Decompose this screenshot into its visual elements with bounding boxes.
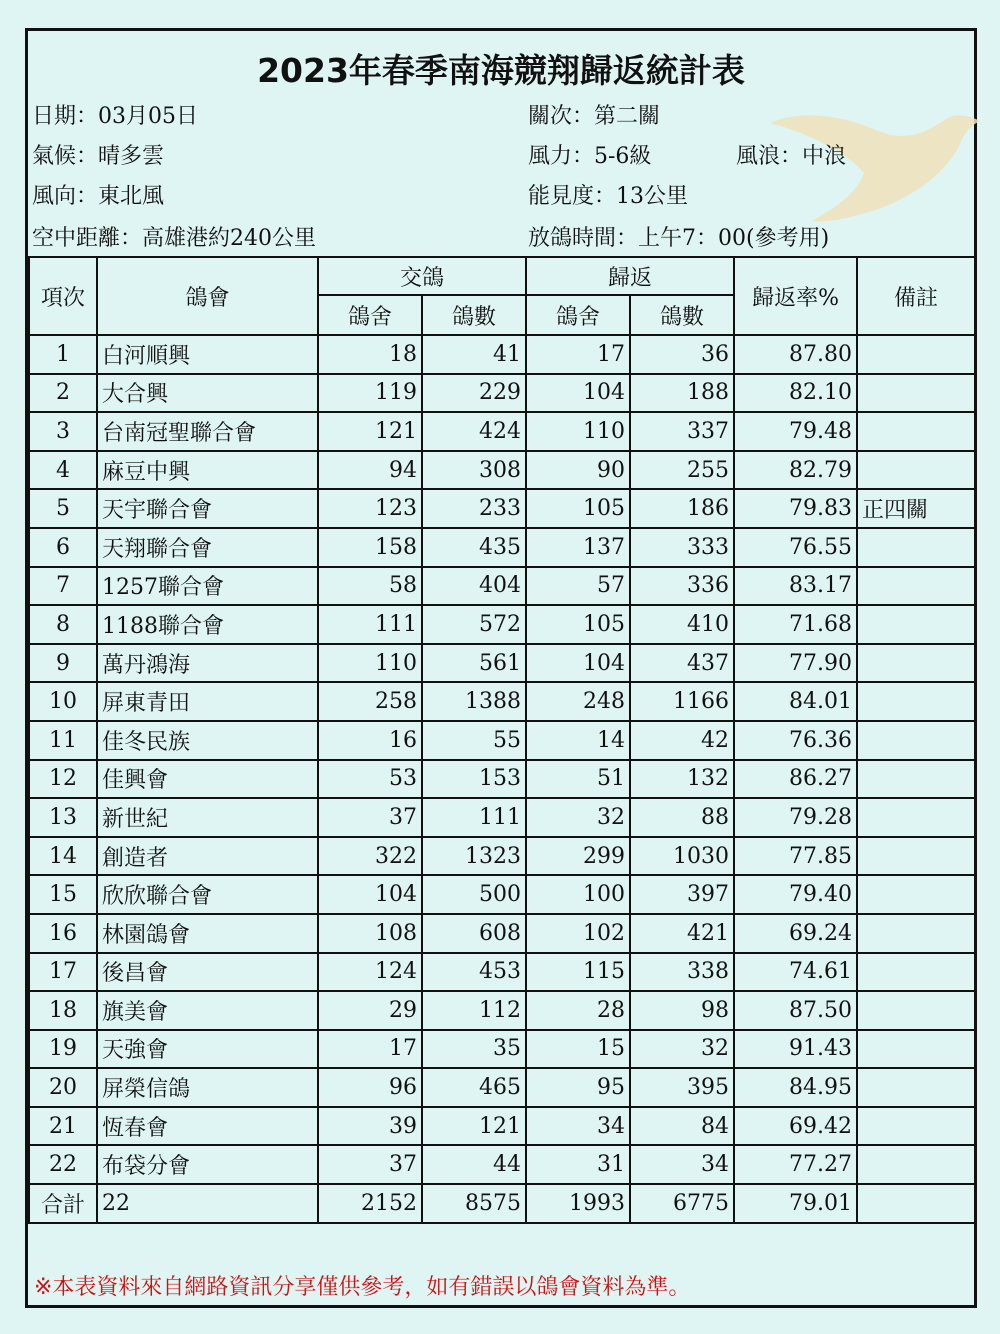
cell-submitted-birds: 453: [422, 953, 526, 992]
cell-remark: [857, 914, 975, 953]
cell-returned-birds: 6775: [630, 1184, 734, 1223]
table-row: [29, 489, 975, 528]
cell-club: 1257聯合會: [97, 567, 318, 606]
cell-club: 天宇聯合會: [97, 489, 318, 528]
cell-club: 新世紀: [97, 798, 318, 837]
cell-index: 18: [29, 991, 97, 1030]
cell-rate: 79.01: [734, 1184, 857, 1223]
header-club: 鴿會: [97, 257, 318, 335]
cell-returned-birds: 395: [630, 1068, 734, 1107]
cell-remark: [857, 412, 975, 451]
cell-index: 14: [29, 837, 97, 876]
info-wind-force: 風力：5-6級: [528, 144, 652, 169]
table-row: [29, 760, 975, 799]
cell-returned-birds: 1030: [630, 837, 734, 876]
cell-returned-lofts: 248: [526, 682, 630, 721]
cell-rate: 84.95: [734, 1068, 857, 1107]
cell-returned-lofts: 17: [526, 335, 630, 374]
cell-submitted-birds: 233: [422, 489, 526, 528]
cell-submitted-birds: 1388: [422, 682, 526, 721]
table-row: [29, 682, 975, 721]
cell-rate: 87.80: [734, 335, 857, 374]
cell-club: 1188聯合會: [97, 605, 318, 644]
cell-submitted-birds: 500: [422, 875, 526, 914]
total-row: [29, 1184, 975, 1223]
cell-returned-lofts: 15: [526, 1030, 630, 1069]
cell-rate: 91.43: [734, 1030, 857, 1069]
cell-submitted-lofts: 94: [318, 451, 422, 490]
cell-submitted-birds: 572: [422, 605, 526, 644]
cell-returned-lofts: 90: [526, 451, 630, 490]
cell-club: 麻豆中興: [97, 451, 318, 490]
cell-submitted-lofts: 58: [318, 567, 422, 606]
cell-remark: [857, 1068, 975, 1107]
cell-index: 4: [29, 451, 97, 490]
cell-remark: [857, 644, 975, 683]
cell-submitted-birds: 404: [422, 567, 526, 606]
cell-submitted-birds: 465: [422, 1068, 526, 1107]
cell-rate: 79.28: [734, 798, 857, 837]
cell-submitted-lofts: 96: [318, 1068, 422, 1107]
info-distance: 空中距離：高雄港約240公里: [32, 226, 316, 251]
header-returned: 歸返: [526, 257, 734, 295]
cell-submitted-birds: 561: [422, 644, 526, 683]
cell-returned-birds: 333: [630, 528, 734, 567]
cell-returned-birds: 34: [630, 1145, 734, 1184]
cell-remark: [857, 567, 975, 606]
cell-remark: [857, 335, 975, 374]
cell-index: 22: [29, 1145, 97, 1184]
cell-rate: 76.36: [734, 721, 857, 760]
cell-submitted-lofts: 119: [318, 374, 422, 413]
cell-submitted-lofts: 121: [318, 412, 422, 451]
cell-rate: 82.10: [734, 374, 857, 413]
cell-index: 13: [29, 798, 97, 837]
cell-returned-lofts: 299: [526, 837, 630, 876]
footnote: ※本表資料來自網路資訊分享僅供參考，如有錯誤以鴿會資料為準。: [34, 1275, 691, 1300]
cell-returned-lofts: 57: [526, 567, 630, 606]
page-title: 2023年春季南海競翔歸返統計表: [257, 51, 745, 90]
cell-returned-birds: 186: [630, 489, 734, 528]
cell-returned-lofts: 1993: [526, 1184, 630, 1223]
cell-remark: [857, 1184, 975, 1223]
cell-remark: [857, 374, 975, 413]
cell-club: 林園鴿會: [97, 914, 318, 953]
table-row: [29, 528, 975, 567]
cell-index: 9: [29, 644, 97, 683]
cell-rate: 77.27: [734, 1145, 857, 1184]
table-row: [29, 1107, 975, 1146]
cell-submitted-birds: 435: [422, 528, 526, 567]
cell-returned-birds: 338: [630, 953, 734, 992]
cell-submitted-birds: 44: [422, 1145, 526, 1184]
cell-rate: 83.17: [734, 567, 857, 606]
header-returned-birds: 鴿數: [630, 295, 734, 335]
cell-returned-lofts: 34: [526, 1107, 630, 1146]
cell-index: 12: [29, 760, 97, 799]
cell-rate: 84.01: [734, 682, 857, 721]
cell-returned-birds: 188: [630, 374, 734, 413]
cell-index: 17: [29, 953, 97, 992]
cell-index: 7: [29, 567, 97, 606]
cell-returned-lofts: 110: [526, 412, 630, 451]
cell-returned-lofts: 115: [526, 953, 630, 992]
cell-submitted-lofts: 53: [318, 760, 422, 799]
cell-remark: [857, 451, 975, 490]
cell-submitted-birds: 153: [422, 760, 526, 799]
cell-club: 天強會: [97, 1030, 318, 1069]
cell-index: 21: [29, 1107, 97, 1146]
cell-submitted-lofts: 322: [318, 837, 422, 876]
table-row: [29, 412, 975, 451]
table-row: [29, 374, 975, 413]
cell-index: 10: [29, 682, 97, 721]
cell-remark: [857, 1030, 975, 1069]
cell-club: 後昌會: [97, 953, 318, 992]
cell-returned-birds: 88: [630, 798, 734, 837]
table-row: [29, 914, 975, 953]
header-submitted: 交鴿: [318, 257, 526, 295]
cell-index: 1: [29, 335, 97, 374]
cell-submitted-lofts: 18: [318, 335, 422, 374]
cell-rate: 77.90: [734, 644, 857, 683]
cell-submitted-lofts: 123: [318, 489, 422, 528]
cell-club: 22: [97, 1184, 318, 1223]
cell-remark: [857, 1145, 975, 1184]
cell-club: 大合興: [97, 374, 318, 413]
cell-submitted-lofts: 111: [318, 605, 422, 644]
info-stage: 關次：第二關: [528, 104, 661, 129]
cell-remark: [857, 528, 975, 567]
cell-returned-birds: 98: [630, 991, 734, 1030]
cell-returned-lofts: 102: [526, 914, 630, 953]
cell-returned-lofts: 28: [526, 991, 630, 1030]
table-row: [29, 1068, 975, 1107]
table-row: [29, 798, 975, 837]
cell-submitted-birds: 608: [422, 914, 526, 953]
cell-returned-lofts: 105: [526, 489, 630, 528]
report-sheet: [25, 28, 977, 1308]
cell-returned-lofts: 104: [526, 644, 630, 683]
cell-remark: [857, 953, 975, 992]
table-row: [29, 644, 975, 683]
cell-rate: 86.27: [734, 760, 857, 799]
cell-returned-lofts: 100: [526, 875, 630, 914]
cell-remark: 正四關: [857, 489, 975, 528]
stats-table: [28, 256, 976, 1224]
table-row: [29, 837, 975, 876]
cell-returned-birds: 36: [630, 335, 734, 374]
cell-club: 欣欣聯合會: [97, 875, 318, 914]
cell-submitted-lofts: 29: [318, 991, 422, 1030]
cell-club: 布袋分會: [97, 1145, 318, 1184]
header-rate: 歸返率%: [734, 257, 857, 335]
cell-returned-lofts: 137: [526, 528, 630, 567]
cell-remark: [857, 721, 975, 760]
cell-index: 15: [29, 875, 97, 914]
cell-returned-lofts: 14: [526, 721, 630, 760]
cell-returned-lofts: 105: [526, 605, 630, 644]
cell-rate: 79.83: [734, 489, 857, 528]
cell-index: 3: [29, 412, 97, 451]
cell-returned-lofts: 32: [526, 798, 630, 837]
table-row: [29, 991, 975, 1030]
cell-rate: 77.85: [734, 837, 857, 876]
cell-returned-birds: 84: [630, 1107, 734, 1146]
cell-submitted-lofts: 37: [318, 798, 422, 837]
table-row: [29, 451, 975, 490]
table-row: [29, 605, 975, 644]
cell-remark: [857, 837, 975, 876]
cell-club: 佳興會: [97, 760, 318, 799]
cell-submitted-lofts: 2152: [318, 1184, 422, 1223]
cell-submitted-birds: 121: [422, 1107, 526, 1146]
cell-rate: 76.55: [734, 528, 857, 567]
cell-club: 台南冠聖聯合會: [97, 412, 318, 451]
cell-club: 恆春會: [97, 1107, 318, 1146]
cell-index: 2: [29, 374, 97, 413]
cell-club: 旗美會: [97, 991, 318, 1030]
cell-index: 11: [29, 721, 97, 760]
cell-submitted-lofts: 110: [318, 644, 422, 683]
cell-submitted-lofts: 258: [318, 682, 422, 721]
cell-returned-birds: 421: [630, 914, 734, 953]
cell-returned-birds: 336: [630, 567, 734, 606]
cell-index: 19: [29, 1030, 97, 1069]
cell-remark: [857, 991, 975, 1030]
cell-submitted-lofts: 39: [318, 1107, 422, 1146]
cell-club: 屏榮信鴿: [97, 1068, 318, 1107]
cell-submitted-birds: 112: [422, 991, 526, 1030]
cell-remark: [857, 605, 975, 644]
cell-submitted-lofts: 124: [318, 953, 422, 992]
cell-returned-birds: 132: [630, 760, 734, 799]
cell-remark: [857, 875, 975, 914]
cell-returned-lofts: 31: [526, 1145, 630, 1184]
cell-club: 創造者: [97, 837, 318, 876]
cell-rate: 69.24: [734, 914, 857, 953]
cell-rate: 82.79: [734, 451, 857, 490]
cell-submitted-birds: 229: [422, 374, 526, 413]
cell-submitted-birds: 35: [422, 1030, 526, 1069]
cell-submitted-lofts: 16: [318, 721, 422, 760]
cell-remark: [857, 1107, 975, 1146]
cell-rate: 69.42: [734, 1107, 857, 1146]
cell-remark: [857, 798, 975, 837]
cell-submitted-lofts: 108: [318, 914, 422, 953]
cell-submitted-lofts: 158: [318, 528, 422, 567]
info-wind-direction: 風向：東北風: [32, 184, 165, 209]
cell-remark: [857, 760, 975, 799]
cell-returned-birds: 397: [630, 875, 734, 914]
cell-submitted-lofts: 17: [318, 1030, 422, 1069]
cell-returned-birds: 437: [630, 644, 734, 683]
cell-index: 8: [29, 605, 97, 644]
cell-submitted-birds: 308: [422, 451, 526, 490]
header-returned-lofts: 鴿舍: [526, 295, 630, 335]
cell-club: 佳冬民族: [97, 721, 318, 760]
cell-submitted-birds: 41: [422, 335, 526, 374]
table-row: [29, 1145, 975, 1184]
header-remark: 備註: [857, 257, 975, 335]
cell-returned-birds: 32: [630, 1030, 734, 1069]
cell-submitted-birds: 55: [422, 721, 526, 760]
cell-rate: 79.48: [734, 412, 857, 451]
info-weather: 氣候：晴多雲: [32, 144, 165, 169]
cell-index: 合計: [29, 1184, 97, 1223]
header-index: 項次: [29, 257, 97, 335]
info-visibility: 能見度：13公里: [528, 184, 688, 209]
cell-submitted-lofts: 37: [318, 1145, 422, 1184]
info-release-time: 放鴿時間：上午7：00(參考用): [528, 226, 830, 251]
cell-submitted-birds: 111: [422, 798, 526, 837]
cell-club: 天翔聯合會: [97, 528, 318, 567]
cell-rate: 79.40: [734, 875, 857, 914]
info-wave: 風浪：中浪: [736, 144, 847, 169]
cell-remark: [857, 682, 975, 721]
table-row: [29, 875, 975, 914]
cell-returned-lofts: 104: [526, 374, 630, 413]
cell-club: 白河順興: [97, 335, 318, 374]
cell-index: 16: [29, 914, 97, 953]
cell-index: 5: [29, 489, 97, 528]
cell-club: 萬丹鴻海: [97, 644, 318, 683]
cell-club: 屏東青田: [97, 682, 318, 721]
cell-index: 6: [29, 528, 97, 567]
cell-submitted-birds: 8575: [422, 1184, 526, 1223]
cell-returned-lofts: 95: [526, 1068, 630, 1107]
table-row: [29, 567, 975, 606]
header-submitted-birds: 鴿數: [422, 295, 526, 335]
cell-index: 20: [29, 1068, 97, 1107]
header-submitted-lofts: 鴿舍: [318, 295, 422, 335]
cell-returned-birds: 255: [630, 451, 734, 490]
cell-rate: 74.61: [734, 953, 857, 992]
cell-returned-birds: 1166: [630, 682, 734, 721]
table-row: [29, 721, 975, 760]
cell-rate: 87.50: [734, 991, 857, 1030]
cell-submitted-birds: 424: [422, 412, 526, 451]
cell-submitted-lofts: 104: [318, 875, 422, 914]
cell-returned-birds: 42: [630, 721, 734, 760]
info-date: 日期：03月05日: [32, 104, 198, 129]
cell-submitted-birds: 1323: [422, 837, 526, 876]
table-row: [29, 953, 975, 992]
cell-returned-lofts: 51: [526, 760, 630, 799]
cell-rate: 71.68: [734, 605, 857, 644]
table-row: [29, 335, 975, 374]
cell-returned-birds: 410: [630, 605, 734, 644]
table-row: [29, 1030, 975, 1069]
cell-returned-birds: 337: [630, 412, 734, 451]
